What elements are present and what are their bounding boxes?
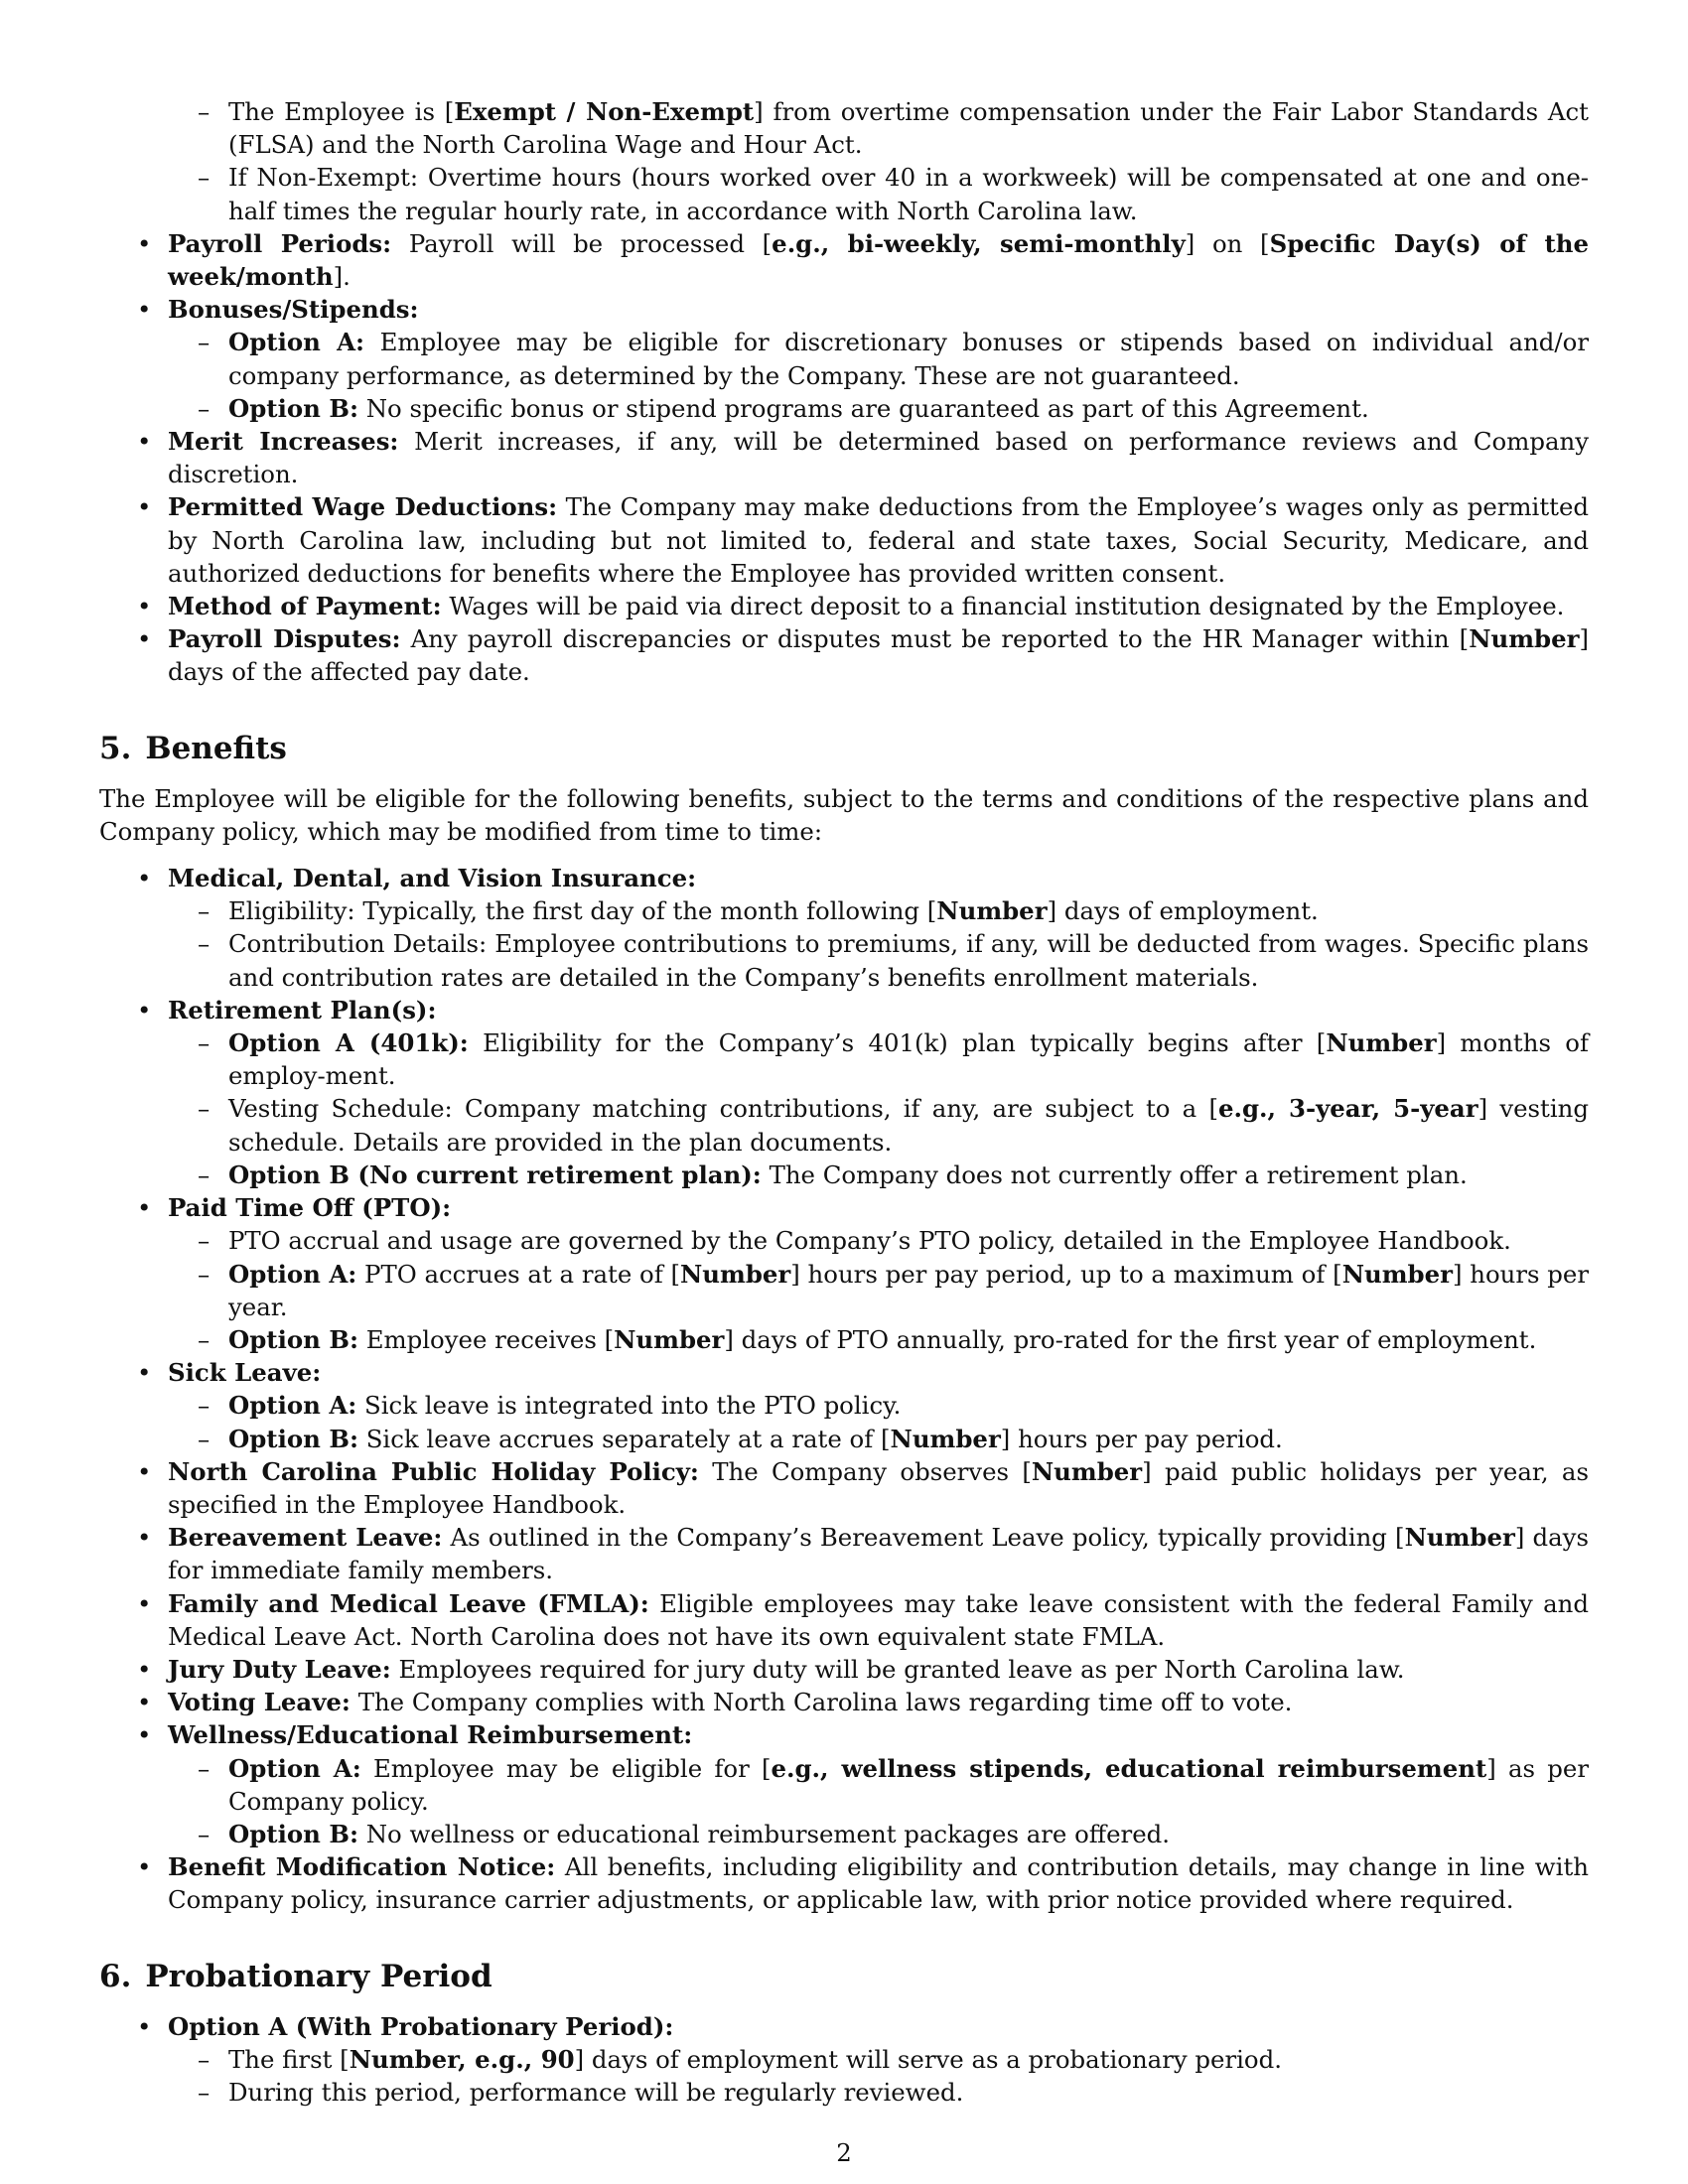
list-item <box>99 590 1589 622</box>
text-run: ] months of employ-ment. <box>228 1028 1589 1091</box>
text-run: ] as per Company policy. <box>228 1753 1589 1816</box>
sub-list-item <box>168 927 1589 993</box>
bold-text: Option A (401k): <box>228 1028 469 1058</box>
page-number: 2 <box>836 2138 852 2167</box>
bold-text: Number <box>1326 1028 1437 1058</box>
bold-text: North Carolina Public Holiday Policy: <box>168 1456 699 1486</box>
bold-text: Specific Day(s) of the week/month <box>168 228 1589 292</box>
text-run: All benefits, including eligibility and contribution details, may change in line with Company policy, insurance carrier adjustments, or applicable law, with prior notice provided where required. <box>168 1852 1589 1915</box>
text-run: ] paid public holidays per year, as specified in the Employee Handbook. <box>168 1456 1589 1519</box>
sub-list-item <box>168 2043 1589 2076</box>
section-title: Benefits <box>145 730 287 766</box>
text-run: PTO accrues at a rate of [ <box>356 1259 681 1289</box>
text-run: ] days of employment will serve as a probationary period. <box>574 2044 1282 2074</box>
sub-list-item <box>168 1026 1589 1092</box>
bold-text: Number <box>1404 1523 1515 1553</box>
list-item <box>99 490 1589 590</box>
text-run: The Company observes [ <box>698 1456 1032 1486</box>
bold-text: Payroll Disputes: <box>168 624 401 654</box>
list-item <box>99 1455 1589 1521</box>
bold-text: Jury Duty Leave: <box>168 1654 391 1684</box>
sub-list <box>168 894 1589 994</box>
text-run: Eligibility: Typically, the first day of the month following [ <box>228 896 937 926</box>
text-run: Vesting Schedule: Company matching contributions, if any, are subject to a [ <box>228 1094 1218 1124</box>
bold-text: Number, e.g., 90 <box>349 2044 575 2074</box>
bold-text: e.g., wellness stipends, educational reimbursement <box>771 1753 1487 1783</box>
text-run: During this period, performance will be regularly reviewed. <box>228 2077 964 2107</box>
sub-list-item <box>168 1752 1589 1818</box>
bold-text: Number <box>1341 1259 1453 1289</box>
text-run: The first [ <box>228 2044 350 2074</box>
text-run: Payroll will be processed [ <box>391 228 773 258</box>
list-item <box>99 1686 1589 1718</box>
text-run: The Company may make deductions from the Employee’s wages only as permitted by North Carolina law, including but not limited to, federal and state taxes, Social Security, Medicare, and authorized deductions for benefits where the Employee has provided written consent. <box>168 492 1589 588</box>
text-run: ] days of the affected pay date. <box>168 624 1589 687</box>
bold-text: Bonuses/Stipends: <box>168 295 419 325</box>
section-number: 6. <box>99 1958 132 1994</box>
bold-text: Option A: <box>228 328 365 357</box>
bold-text: Retirement Plan(s): <box>168 995 437 1024</box>
text-run: ] on [ <box>1185 228 1270 258</box>
sub-list <box>168 1026 1589 1191</box>
bold-text: Family and Medical Leave (FMLA): <box>168 1588 649 1618</box>
bold-text: Bereavement Leave: <box>168 1523 443 1553</box>
sub-list <box>168 1389 1589 1454</box>
list-item <box>99 1653 1589 1686</box>
sub-list-item <box>168 1092 1589 1158</box>
bold-text: Merit Increases: <box>168 427 399 457</box>
sub-list-item <box>168 1224 1589 1257</box>
bold-text: Payroll Periods: <box>168 228 392 258</box>
text-run: Eligibility for the Company’s 401(k) plan typically begins after [ <box>468 1028 1327 1058</box>
section-intro: The Employee will be eligible for the following benefits, subject to the terms and conditions of the respective plans and Company policy, which may be modified from time to time: <box>99 783 1589 846</box>
sub-list-item <box>168 2076 1589 2109</box>
list-item <box>99 1850 1589 1916</box>
bold-text: Number <box>614 1324 725 1354</box>
list-item <box>99 1191 1589 1356</box>
bold-text: Paid Time Off (PTO): <box>168 1193 452 1223</box>
bold-text: Option B: <box>228 393 358 423</box>
bold-text: Option B: <box>228 1324 358 1354</box>
sub-list-item <box>168 1818 1589 1850</box>
text-run: ] days of employment. <box>1047 896 1319 926</box>
list-item <box>99 1587 1589 1653</box>
list-item <box>99 1718 1589 1850</box>
text-run: If Non-Exempt: Overtime hours (hours worked over 40 in a workweek) will be compensated at one and one-half times the regular hourly rate, in accordance with North Carolina law. <box>228 163 1589 225</box>
text-run: ] vesting schedule. Details are provided in the plan documents. <box>228 1094 1589 1157</box>
bold-text: Option A: <box>228 1753 361 1783</box>
text-run: PTO accrual and usage are governed by the Company’s PTO policy, detailed in the Employee Handbook. <box>228 1226 1511 1256</box>
text-run: Any payroll discrepancies or disputes must be reported to the HR Manager within [ <box>400 624 1470 654</box>
list-item <box>99 1356 1589 1455</box>
text-run: ] from overtime compensation under the Fair Labor Standards Act (FLSA) and the North Carolina Wage and Hour Act. <box>228 97 1589 160</box>
sub-list <box>168 326 1589 425</box>
text-run: Eligible employees may take leave consistent with the federal Family and Medical Leave Act. North Carolina does not have its own equivalent state FMLA. <box>168 1588 1590 1651</box>
bold-text: Benefit Modification Notice: <box>168 1852 556 1882</box>
sub-list-item <box>168 1389 1589 1422</box>
list-item <box>99 227 1589 293</box>
bold-text: Permitted Wage Deductions: <box>168 492 558 522</box>
bold-text: Option B: <box>228 1424 358 1453</box>
bold-text: Number <box>890 1424 1001 1453</box>
benefits-list <box>99 862 1589 1917</box>
bold-text: Number <box>680 1259 791 1289</box>
list-item <box>99 425 1589 490</box>
text-run: ] days for immediate family members. <box>168 1523 1589 1585</box>
text-run: No specific bonus or stipend programs are guaranteed as part of this Agreement. <box>357 393 1369 423</box>
list-item <box>99 622 1589 688</box>
text-run: ] hours per year. <box>228 1259 1589 1321</box>
list-item <box>99 862 1589 994</box>
text-run: Employee may be eligible for discretionary bonuses or stipends based on individual and/or company performance, as determined by the Company. These are not guaranteed. <box>228 328 1589 390</box>
compensation-list-continued <box>99 95 1589 689</box>
sub-list-item <box>168 161 1589 226</box>
sub-list-item <box>168 1423 1589 1455</box>
document-page <box>99 95 1589 2109</box>
sub-list <box>168 1224 1589 1356</box>
text-run: Employees required for jury duty will be granted leave as per North Carolina law. <box>390 1654 1405 1684</box>
text-run: Merit increases, if any, will be determined based on performance reviews and Company discretion. <box>168 427 1589 489</box>
text-run: ]. <box>333 262 351 292</box>
text-run: The Company complies with North Carolina laws regarding time off to vote. <box>350 1688 1293 1717</box>
sub-list <box>168 1752 1589 1851</box>
sub-list-item <box>168 1323 1589 1356</box>
text-run: ] days of PTO annually, pro-rated for the first year of employment. <box>724 1324 1537 1354</box>
section-title: Probationary Period <box>145 1958 492 1994</box>
bold-text: Option A: <box>228 1259 357 1289</box>
list-item <box>99 1521 1589 1586</box>
text-run: The Employee is [ <box>228 97 455 126</box>
sub-list-item <box>168 894 1589 927</box>
text-run: Employee may be eligible for [ <box>360 1753 772 1783</box>
bold-text: Option A: <box>228 1391 357 1421</box>
text-run: As outlined in the Company’s Bereavement Leave policy, typically providing [ <box>442 1523 1405 1553</box>
section-heading <box>99 729 1589 768</box>
bold-text: Option A (With Probationary Period): <box>168 2011 674 2041</box>
section-probationary-period <box>99 1957 1589 2110</box>
bold-text: Number <box>936 896 1048 926</box>
sub-list <box>168 95 1589 227</box>
bold-text: Number <box>1469 624 1580 654</box>
text-run: ] hours per pay period. <box>1000 1424 1283 1453</box>
text-run: No wellness or educational reimbursement packages are offered. <box>357 1819 1171 1848</box>
bold-text: Wellness/Educational Reimbursement: <box>168 1720 693 1750</box>
sub-list-item <box>168 1159 1589 1191</box>
text-run: ] hours per pay period, up to a maximum of [ <box>790 1259 1342 1289</box>
list-item <box>99 2010 1589 2110</box>
bold-text: e.g., bi-weekly, semi-monthly <box>772 228 1186 258</box>
sub-list-item <box>168 392 1589 425</box>
text-run: Wages will be paid via direct deposit to a financial institution designated by the Employee. <box>441 592 1565 621</box>
bold-text: e.g., 3-year, 5-year <box>1217 1094 1478 1124</box>
bold-text: Medical, Dental, and Vision Insurance: <box>168 864 697 893</box>
text-run: Contribution Details: Employee contributions to premiums, if any, will be deducted from wages. Specific plans and contribution rates are detailed in the Company’s benefits enrollment materials. <box>228 929 1589 992</box>
bold-text: Sick Leave: <box>168 1358 322 1388</box>
list-item <box>99 293 1589 425</box>
text-run: Sick leave accrues separately at a rate of [ <box>357 1424 891 1453</box>
list-item <box>99 994 1589 1191</box>
section-benefits <box>99 729 1589 1917</box>
bold-text: Option B: <box>228 1819 358 1848</box>
bold-text: Option B (No current retirement plan): <box>228 1160 762 1189</box>
sub-list-item <box>168 1258 1589 1323</box>
section-heading <box>99 1957 1589 1996</box>
sub-list-item <box>168 326 1589 391</box>
bold-text: Method of Payment: <box>168 592 442 621</box>
section-number: 5. <box>99 730 132 766</box>
bold-text: Voting Leave: <box>168 1688 351 1717</box>
text-run: Sick leave is integrated into the PTO policy. <box>356 1391 902 1421</box>
text-run: The Company does not currently offer a retirement plan. <box>761 1160 1468 1189</box>
text-run: Employee receives [ <box>357 1324 615 1354</box>
sub-list-item <box>168 95 1589 161</box>
sub-list <box>168 2043 1589 2109</box>
probation-list <box>99 2010 1589 2110</box>
bold-text: Number <box>1031 1456 1143 1486</box>
bold-text: Exempt / Non-Exempt <box>454 97 755 126</box>
